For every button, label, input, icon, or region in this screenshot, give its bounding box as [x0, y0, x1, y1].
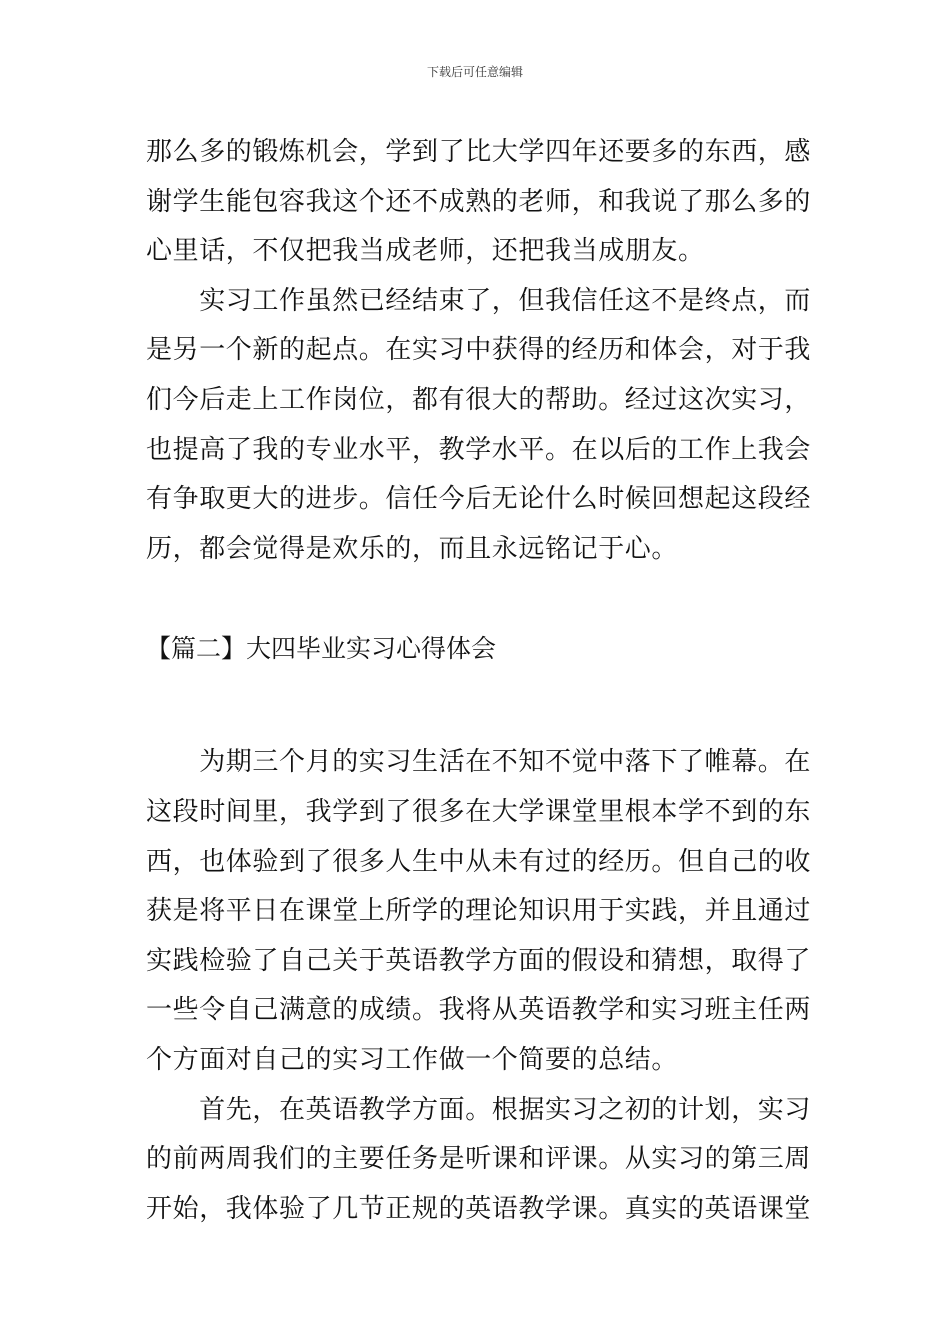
text-line: 的前两周我们的主要任务是听课和评课。从实习的第三周 — [146, 1144, 812, 1175]
text-line: 实习工作虽然已经结束了，但我信任这不是终点，而 — [146, 285, 812, 316]
paragraph — [146, 1086, 810, 1235]
text-line: 这段时间里，我学到了很多在大学课堂里根本学不到的东 — [146, 796, 812, 827]
text-line: 个方面对自己的实习工作做一个简要的总结。 — [146, 1044, 679, 1075]
section-heading: 【篇二】大四毕业实习心得体会 — [146, 634, 497, 664]
text-line: 首先，在英语教学方面。根据实习之初的计划，实习 — [146, 1094, 812, 1125]
text-line: 历，都会觉得是欢乐的，而且永远铭记于心。 — [146, 533, 679, 564]
text-line: 谢学生能包容我这个还不成熟的老师，和我说了那么多的 — [146, 186, 812, 217]
spacer — [146, 672, 810, 738]
paragraph — [146, 128, 810, 277]
text-line: 心里话，不仅把我当成老师，还把我当成朋友。 — [146, 236, 705, 267]
text-line: 为期三个月的实习生活在不知不觉中落下了帷幕。在 — [146, 747, 812, 778]
text-line: 是另一个新的起点。在实习中获得的经历和体会，对于我 — [146, 335, 812, 366]
text-line: 开始，我体验了几节正规的英语教学课。真实的英语课堂 — [146, 1193, 812, 1224]
text-line: 们今后走上工作岗位，都有很大的帮助。经过这次实习， — [146, 384, 812, 415]
text-line: 西，也体验到了很多人生中从未有过的经历。但自己的收 — [146, 846, 812, 877]
paragraph — [146, 277, 810, 575]
text-line: 获是将平日在课堂上所学的理论知识用于实践，并且通过 — [146, 896, 812, 927]
text-line: 也提高了我的专业水平，教学水平。在以后的工作上我会 — [146, 434, 812, 465]
text-line: 那么多的锻炼机会，学到了比大学四年还要多的东西，感 — [146, 137, 812, 167]
text-line: 有争取更大的进步。信任今后无论什么时候回想起这段经 — [146, 484, 812, 515]
text-line: 实践检验了自己关于英语教学方面的假设和猜想，取得了 — [146, 945, 812, 976]
document-body — [146, 128, 810, 1234]
text-line: 一些令自己满意的成绩。我将从英语教学和实习班主任两 — [146, 995, 812, 1026]
spacer — [146, 574, 810, 626]
page-header: 下载后可任意编辑 — [426, 65, 523, 79]
paragraph — [146, 738, 810, 1085]
